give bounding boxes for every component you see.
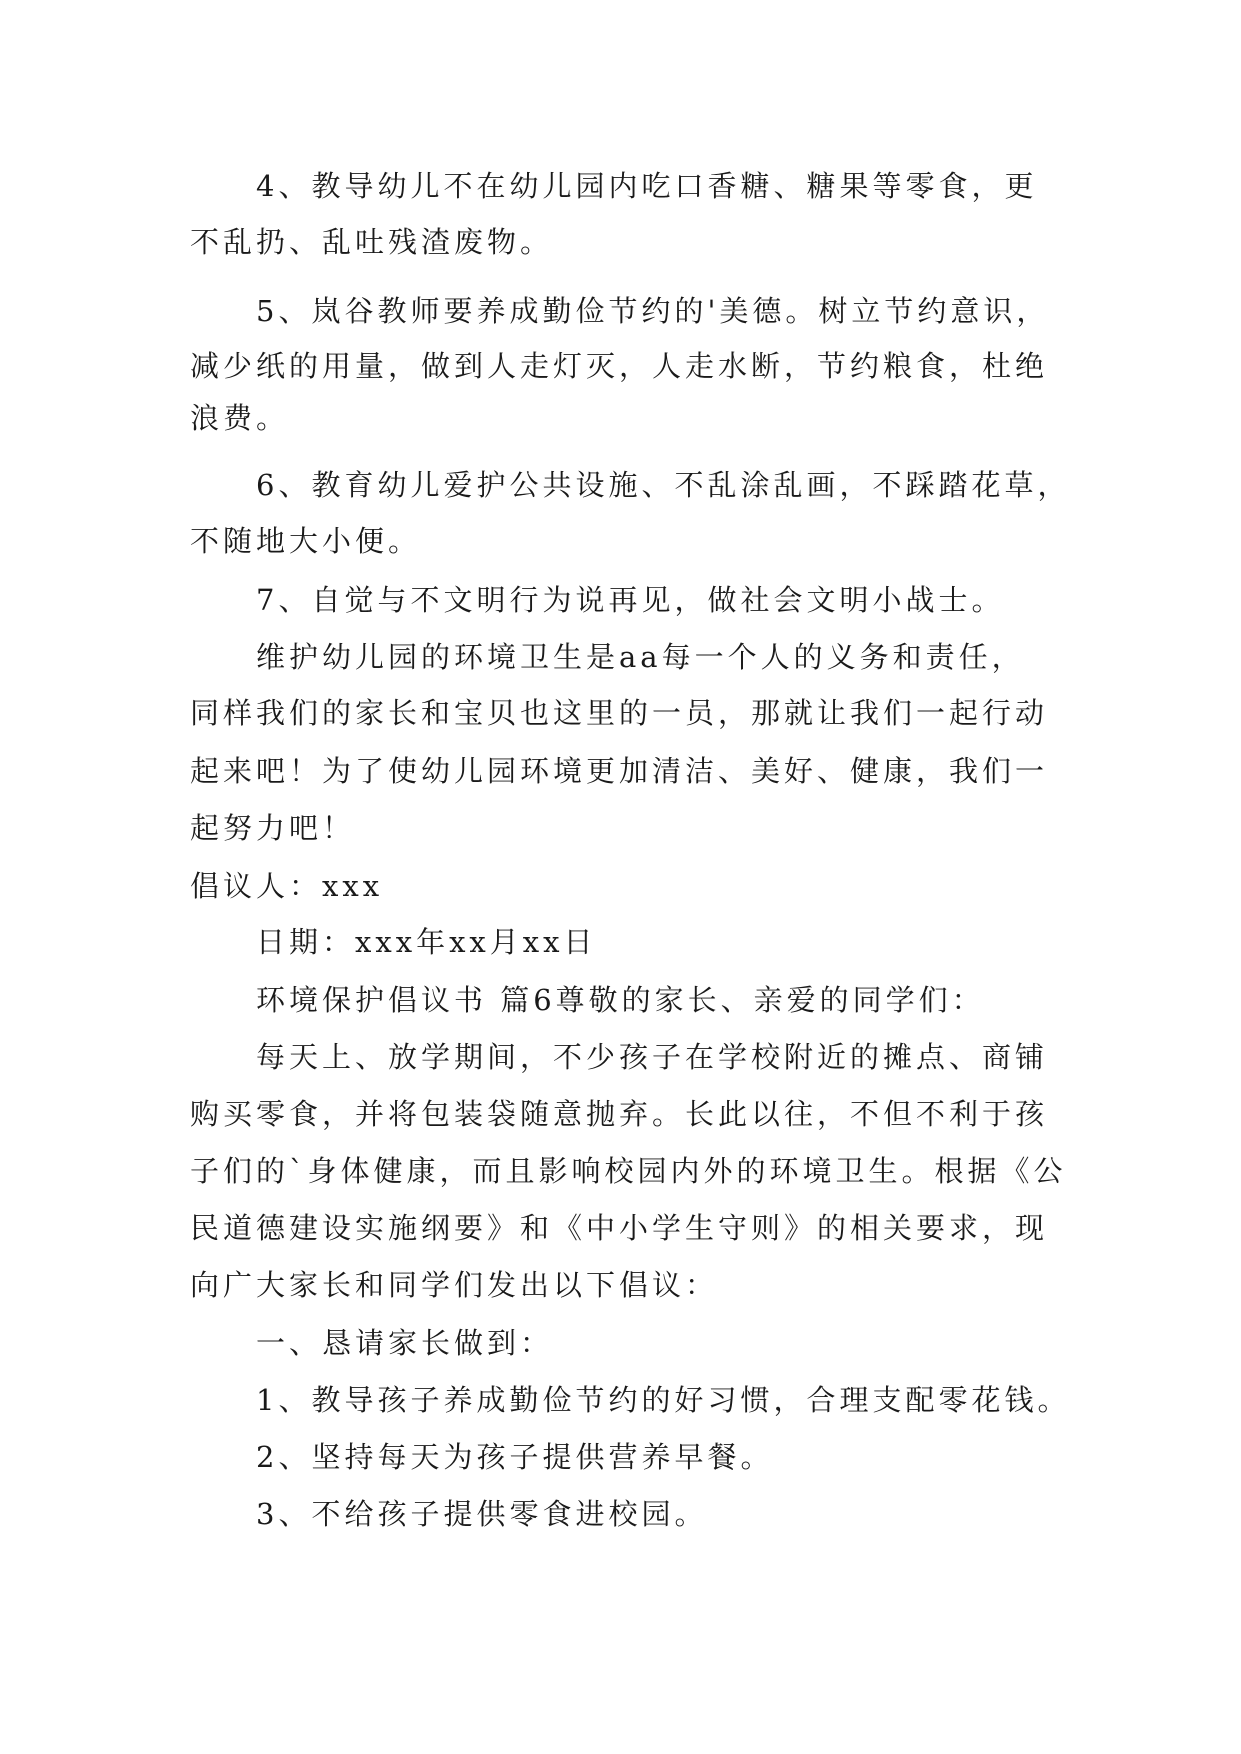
list-item: 3、不给孩子提供零食进校园。 <box>256 1497 708 1531</box>
section-heading: 环境保护倡议书 篇6尊敬的家长、亲爱的同学们： <box>256 983 985 1017</box>
text-line: 7、自觉与不文明行为说再见，做社会文明小战士。 <box>256 583 1005 617</box>
list-item: 1、教导孩子养成勤俭节约的好习惯，合理支配零花钱。 <box>256 1383 1071 1417</box>
text-line: 子们的`身体健康，而且影响校园内外的环境卫生。根据《公 <box>190 1154 1067 1188</box>
text-line: 同样我们的家长和宝贝也这里的一员，那就让我们一起行动 <box>190 696 1049 730</box>
text-line: 起来吧！为了使幼儿园环境更加清洁、美好、健康，我们一 <box>190 754 1049 788</box>
text-line: 民道德建设实施纲要》和《中小学生守则》的相关要求，现 <box>190 1211 1049 1245</box>
text-line: 维护幼儿园的环境卫生是aa每一个人的义务和责任， <box>256 640 1025 674</box>
list-heading: 一、恳请家长做到： <box>256 1326 554 1360</box>
signatory-line: 倡议人：xxx <box>190 869 384 903</box>
text-line: 不随地大小便。 <box>190 524 422 558</box>
text-line: 4、教导幼儿不在幼儿园内吃口香糖、糖果等零食，更 <box>256 169 1038 203</box>
text-line: 起努力吧！ <box>190 811 356 845</box>
text-line: 向广大家长和同学们发出以下倡议： <box>190 1268 719 1302</box>
text-line: 购买零食，并将包装袋随意抛弃。长此以往，不但不利于孩 <box>190 1097 1049 1131</box>
list-item: 2、坚持每天为孩子提供营养早餐。 <box>256 1440 774 1474</box>
text-line: 每天上、放学期间，不少孩子在学校附近的摊点、商铺 <box>256 1040 1049 1074</box>
text-line: 6、教育幼儿爱护公共设施、不乱涂乱画，不踩踏花草， <box>256 468 1071 502</box>
text-line: 不乱扔、乱吐残渣废物。 <box>190 225 554 259</box>
text-line: 5、岚谷教师要养成勤俭节约的'美德。树立节约意识， <box>256 294 1050 328</box>
text-line: 减少纸的用量，做到人走灯灭，人走水断，节约粮食，杜绝 <box>190 349 1049 383</box>
date-line: 日期：xxx年xx月xx日 <box>256 925 597 959</box>
text-line: 浪费。 <box>190 401 290 435</box>
